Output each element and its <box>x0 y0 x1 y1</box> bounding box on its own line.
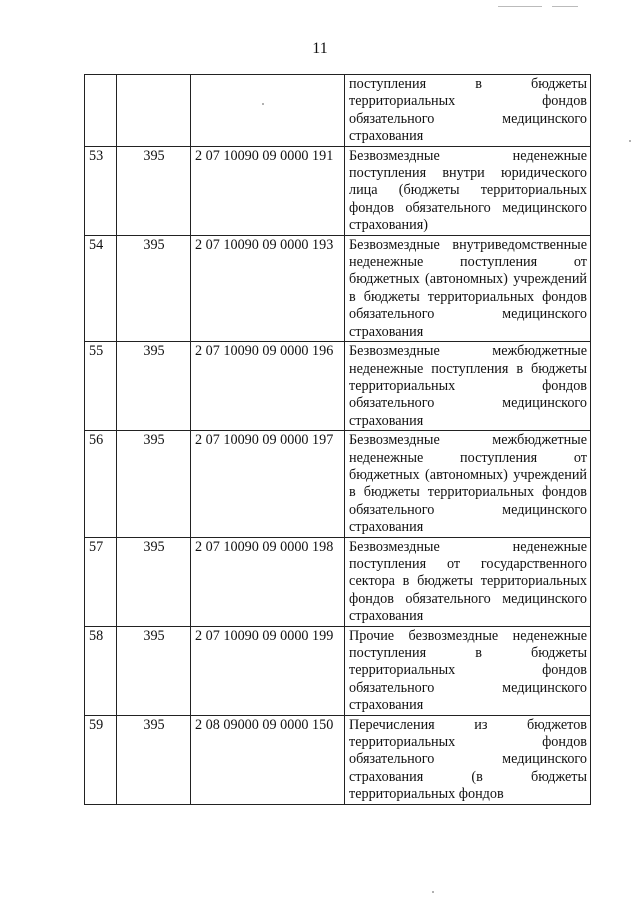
admin-code-cell: 395 <box>117 342 191 431</box>
budget-code-cell: 2 08 09000 09 0000 150 <box>191 715 345 804</box>
table-row <box>85 431 591 537</box>
budget-code-cell: 2 07 10090 09 0000 193 <box>191 235 345 341</box>
budget-code-cell <box>191 75 345 147</box>
page-number: 11 <box>312 40 328 57</box>
income-name-cell: Безвозмездные межбюджетные неденежные поступления от бюджетных (автономных) учреждений в бюджеты территориальных фондов обязательного медицинского страхования <box>345 431 591 537</box>
scan-speck <box>262 103 264 105</box>
row-number-cell: 53 <box>85 146 117 235</box>
admin-code-cell: 395 <box>117 715 191 804</box>
income-name-cell: поступления в бюджеты территориальных фондов обязательного медицинского страхования <box>345 75 591 147</box>
budget-code-cell: 2 07 10090 09 0000 196 <box>191 342 345 431</box>
table-row <box>85 146 591 235</box>
admin-code-cell: 395 <box>117 146 191 235</box>
row-number-cell: 57 <box>85 537 117 626</box>
table-row <box>85 715 591 804</box>
scan-speck <box>432 891 434 893</box>
top-margin-mark <box>552 6 578 7</box>
income-name-cell: Безвозмездные неденежные поступления от государственного сектора в бюджеты территориальных фондов обязательного медицинского страхования <box>345 537 591 626</box>
row-number-cell: 58 <box>85 626 117 715</box>
table-row <box>85 342 591 431</box>
income-name-cell: Безвозмездные внутриведомственные неденежные поступления от бюджетных (автономных) учреждений в бюджеты территориальных фондов обязательного медицинского страхования <box>345 235 591 341</box>
budget-code-cell: 2 07 10090 09 0000 198 <box>191 537 345 626</box>
admin-code-cell: 395 <box>117 235 191 341</box>
income-name-cell: Безвозмездные межбюджетные неденежные поступления в бюджеты территориальных фондов обязательного медицинского страхования <box>345 342 591 431</box>
admin-code-cell <box>117 75 191 147</box>
top-margin-mark <box>498 6 542 7</box>
admin-code-cell: 395 <box>117 537 191 626</box>
budget-code-cell: 2 07 10090 09 0000 197 <box>191 431 345 537</box>
table-row <box>85 626 591 715</box>
table-body <box>85 75 591 805</box>
income-name-cell: Безвозмездные неденежные поступления внутри юридического лица (бюджеты территориальных фондов обязательного медицинского страхования) <box>345 146 591 235</box>
row-number-cell: 56 <box>85 431 117 537</box>
table-row <box>85 537 591 626</box>
revenue-codes-table <box>84 74 591 805</box>
row-number-cell: 55 <box>85 342 117 431</box>
table-row <box>85 75 591 147</box>
income-name-cell: Перечисления из бюджетов территориальных фондов обязательного медицинского страхования (в бюджеты территориальных фондов <box>345 715 591 804</box>
row-number-cell: 59 <box>85 715 117 804</box>
row-number-cell <box>85 75 117 147</box>
row-number-cell: 54 <box>85 235 117 341</box>
budget-code-cell: 2 07 10090 09 0000 199 <box>191 626 345 715</box>
scan-speck <box>629 140 631 142</box>
admin-code-cell: 395 <box>117 431 191 537</box>
admin-code-cell: 395 <box>117 626 191 715</box>
budget-code-cell: 2 07 10090 09 0000 191 <box>191 146 345 235</box>
table-row <box>85 235 591 341</box>
income-name-cell: Прочие безвозмездные неденежные поступления в бюджеты территориальных фондов обязательного медицинского страхования <box>345 626 591 715</box>
